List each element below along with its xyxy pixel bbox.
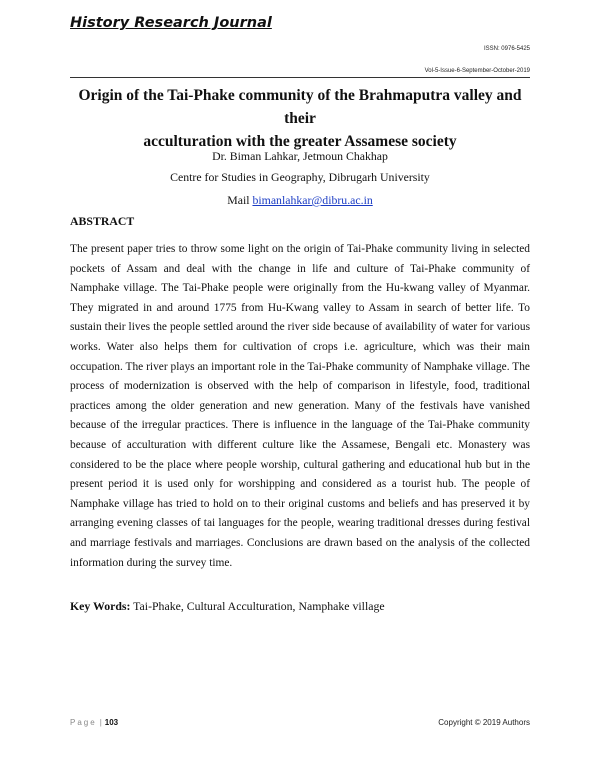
page-separator: | <box>99 718 102 727</box>
paper-title <box>70 84 530 153</box>
keywords <box>70 599 385 614</box>
keywords-label: Key Words: <box>70 599 131 613</box>
mail-label: Mail <box>227 193 250 207</box>
journal-name: History Research Journal <box>70 15 272 31</box>
page-label: Page <box>70 718 97 727</box>
page-footer <box>70 718 118 727</box>
email-link[interactable]: bimanlahkar@dibru.ac.in <box>252 193 373 207</box>
mail-line <box>70 193 530 208</box>
copyright: Copyright © 2019 Authors <box>438 718 530 727</box>
authors: Dr. Biman Lahkar, Jetmoun Chakhap <box>212 149 388 163</box>
abstract-heading: ABSTRACT <box>70 214 135 228</box>
title-line-2: acculturation with the greater Assamese society <box>143 133 457 150</box>
keywords-list: Tai-Phake, Cultural Acculturation, Namphake village <box>133 599 385 613</box>
title-line-1: Origin of the Tai-Phake community of the Brahmaputra valley and their <box>78 87 522 127</box>
issn: ISSN: 0976-5425 <box>483 46 530 52</box>
volume-issue: Vol-5-Issue-6-September-October-2019 <box>424 68 530 74</box>
abstract-text: The present paper tries to throw some light on the origin of Tai-Phake community living in selected pockets of Assam and deal with the change in life and culture of Tai-Phake community of Namphake village. The Tai-Phake people were originally from the Hu-kwang valley of Myanmar. They migrated in and around 1775 from Hu-Kwang valley to Assam in search of better life. To sustain their lives the people settled around the river side because of availability of water for various works. Water also helps them for cultivation of crops i.e. agriculture, which was their main occupation. The river plays an important role in the Tai-Phake community of Namphake village. The process of modernization is observed with the help of comparison in lifestyle, food, traditional practices among the older generation and new generation. Many of the festivals have vanished because of the irregular practices. There is influence in the language of the Tai-Phake community because of acculturation with different culture like the Assamese, Bengali etc. Monastery was considered to be the place where people worship, cultural gathering and educational hub but in the present period it is used only for worshipping and considered as a tourist hub. The people of Namphake village has tried to hold on to their original customs and beliefs and has preserved it by arranging evening classes of tai languages for the people, wearing traditional dresses during festival and marriage festivals and marriages. Conclusions are drawn based on the analysis of the collected information during the survey time. <box>70 243 530 569</box>
affiliation: Centre for Studies in Geography, Dibrugarh University <box>170 170 430 184</box>
header-divider <box>70 77 530 78</box>
page-number: 103 <box>104 718 119 727</box>
